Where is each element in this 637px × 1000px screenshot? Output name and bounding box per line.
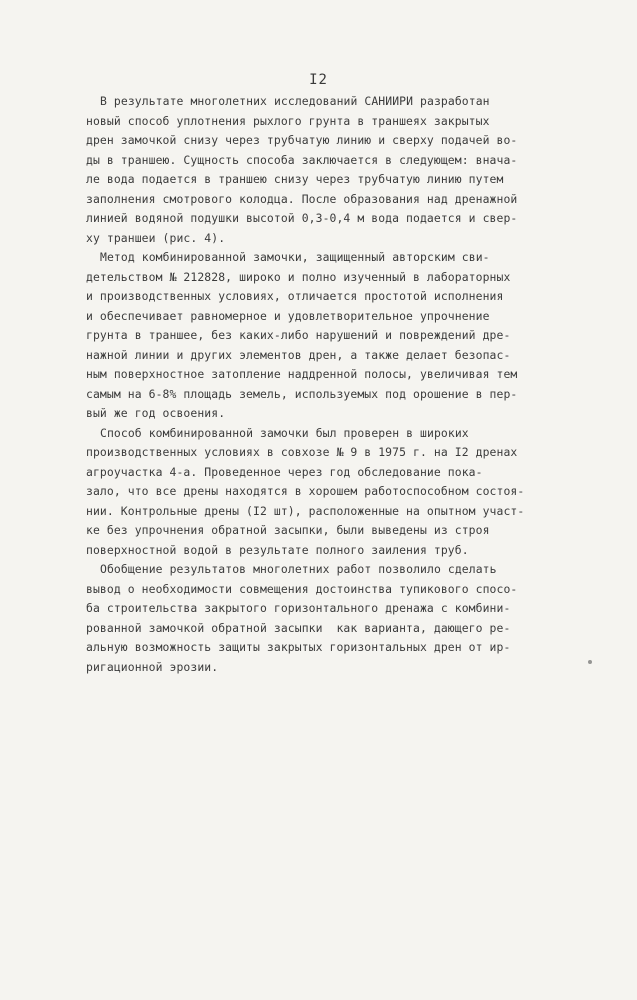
text-line: производственных условиях в совхозе № 9 в 1975 г. на I2 дренах bbox=[86, 445, 518, 459]
text-line: дрен замочкой снизу через трубчатую линию и сверху подачей во- bbox=[86, 133, 518, 147]
text-line: Метод комбинированной замочки, защищенный авторским сви- bbox=[100, 250, 490, 264]
text-line: нии. Контрольные дрены (I2 шт), расположенные на опытном участ- bbox=[86, 503, 525, 518]
text-line: зало, что все дрены находятся в хорошем работоспособном состоя- bbox=[86, 484, 525, 498]
ink-speck bbox=[588, 660, 592, 664]
text-line: агроучастка 4-а. Проведенное через год обследование пока- bbox=[86, 464, 483, 479]
paragraph-4 bbox=[86, 560, 566, 677]
text-line: линией водяной подушки высотой 0,3-0,4 м вода подается и свер- bbox=[86, 211, 518, 225]
text-line: ба строительства закрытого горизонтального дренажа с комбини- bbox=[86, 601, 511, 615]
text-line: и обеспечивает равномерное и удовлетворительное упрочнение bbox=[86, 308, 490, 323]
text-line: ды в траншею. Сущность способа заключается в следующем: внача- bbox=[86, 152, 518, 167]
paragraph-3 bbox=[86, 424, 566, 561]
body-text bbox=[86, 92, 566, 677]
text-line: и производственных условиях, отличается простотой исполнения bbox=[86, 289, 504, 303]
text-line: Обобщение результатов многолетних работ позволило сделать bbox=[100, 562, 497, 576]
text-line: ху траншеи (рис. 4). bbox=[86, 230, 226, 245]
page-number: I2 bbox=[309, 72, 328, 88]
paragraph-2 bbox=[86, 248, 566, 424]
text-line: ригационной эрозии. bbox=[86, 659, 219, 674]
text-line: В результате многолетних исследований САНИИРИ разработан bbox=[100, 94, 490, 108]
text-line: рованной замочкой обратной засыпки как варианта, дающего ре- bbox=[86, 620, 511, 635]
text-line: ке без упрочнения обратной засыпки, были выведены из строя bbox=[86, 523, 490, 537]
text-line: вывод о необходимости совмещения достоинства тупикового спосо- bbox=[86, 581, 518, 596]
text-line: детельством № 212828, широко и полно изученный в лабораторных bbox=[86, 269, 511, 284]
text-line: вый же год освоения. bbox=[86, 406, 226, 420]
text-line: Способ комбинированной замочки был проверен в широких bbox=[100, 425, 469, 440]
text-line: поверхностной водой в результате полного заиления труб. bbox=[86, 542, 469, 557]
text-line: нажной линии и других элементов дрен, а также делает безопас- bbox=[86, 347, 511, 362]
text-line: новый способ уплотнения рыхлого грунта в траншеях закрытых bbox=[86, 113, 490, 128]
text-line: ле вода подается в траншею снизу через трубчатую линию путем bbox=[86, 172, 504, 186]
text-line: грунта в траншее, без каких-либо нарушений и повреждений дре- bbox=[86, 328, 511, 342]
text-line: альную возможность защиты закрытых горизонтальных дрен от ир- bbox=[86, 640, 511, 654]
paragraph-1 bbox=[86, 92, 566, 248]
text-line: ным поверхностное затопление наддренной полосы, увеличивая тем bbox=[86, 367, 518, 381]
text-line: самым на 6-8% площадь земель, используемых под орошение в пер- bbox=[86, 386, 518, 401]
text-line: заполнения смотрового колодца. После образования над дренажной bbox=[86, 191, 518, 206]
